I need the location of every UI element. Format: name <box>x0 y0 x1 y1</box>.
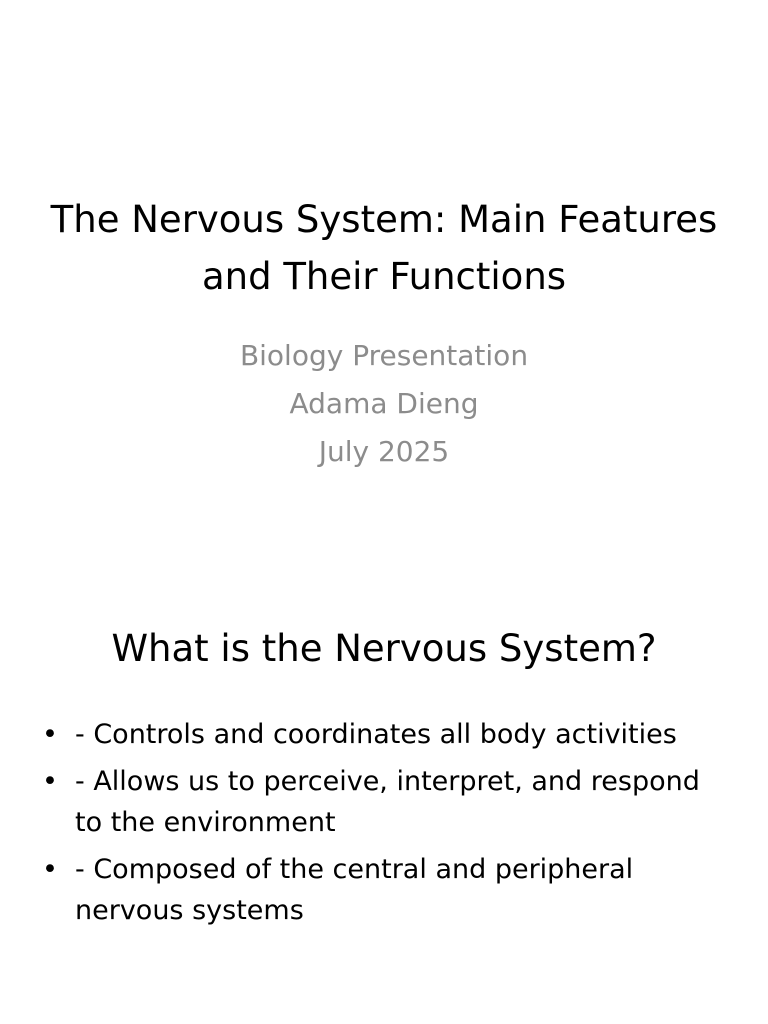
subtitle-date: July 2025 <box>318 435 450 468</box>
bullet-icon: • <box>42 766 58 797</box>
list-item <box>40 849 730 931</box>
slide-heading: What is the Nervous System? <box>111 627 657 670</box>
list-item <box>40 714 730 755</box>
subtitle-author: Adama Dieng <box>289 387 479 420</box>
subtitle-course: Biology Presentation <box>239 339 529 372</box>
presentation-subtitle <box>40 332 728 476</box>
slide-content <box>0 512 768 1024</box>
bullet-text: - Composed of the central and peripheral nervous systems <box>75 854 634 926</box>
bullet-text: - Allows us to perceive, interpret, and respond to the environment <box>75 766 700 838</box>
list-item <box>40 761 730 843</box>
bullet-icon: • <box>42 854 58 885</box>
bullet-icon: • <box>42 719 58 750</box>
bullet-text: - Controls and coordinates all body activities <box>75 719 677 750</box>
bullet-list <box>40 714 730 937</box>
presentation-title: The Nervous System: Main Features and Their Functions <box>50 198 718 298</box>
